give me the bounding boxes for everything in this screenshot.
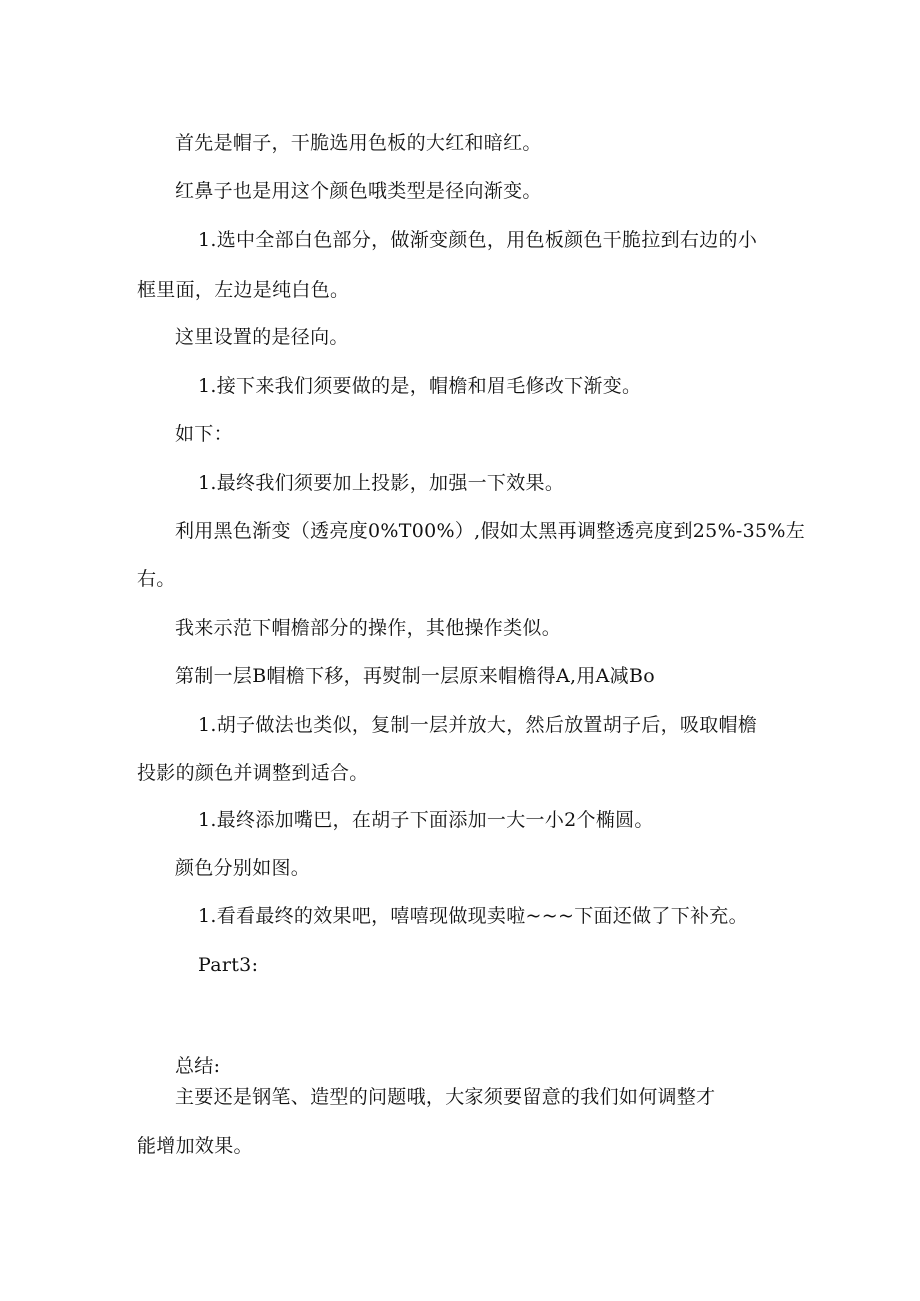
step-final-effect: 1.看看最终的效果吧，嘻嘻现做现卖啦~~~下面还做了下补充。: [198, 905, 748, 927]
paragraph-colors-as-shown: 颜色分别如图。: [175, 857, 311, 879]
summary-text: 主要还是钢笔、造型的问题哦，大家须要留意的我们如何调整才: [175, 1086, 716, 1108]
paragraph-radial: 这里设置的是径向。: [175, 326, 349, 348]
step-brim-eyebrow: 1.接下来我们须要做的是，帽檐和眉毛修改下渐变。: [198, 375, 642, 397]
paragraph-black-gradient-cont: 右。: [137, 568, 176, 590]
summary-text-cont: 能增加效果。: [137, 1135, 253, 1157]
step-select-white: 1.选中全部白色部分，做渐变颜色，用色板颜色干脆拉到右边的小: [198, 229, 758, 251]
summary-heading: 总结:: [175, 1055, 221, 1077]
paragraph-black-gradient: 利用黑色渐变（透亮度0%T00%）,假如太黑再调整透亮度到25%-35%左: [175, 520, 806, 542]
paragraph-demo-brim: 我来示范下帽檐部分的操作，其他操作类似。: [175, 617, 562, 639]
step-mouth: 1.最终添加嘴巴，在胡子下面添加一大一小2个椭圆。: [198, 809, 654, 831]
section-heading-part3: Part3:: [198, 954, 259, 976]
step-beard-cont: 投影的颜色并调整到适合。: [137, 762, 369, 784]
step-beard: 1.胡子做法也类似，复制一层并放大，然后放置胡子后，吸取帽檐: [198, 714, 758, 736]
step-select-white-cont: 框里面，左边是纯白色。: [137, 279, 350, 301]
paragraph-hat-colors: 首先是帽子，干脆选用色板的大红和暗红。: [175, 132, 542, 154]
paragraph-as-follows: 如下：: [175, 423, 233, 445]
step-shadow: 1.最终我们须要加上投影，加强一下效果。: [198, 472, 565, 494]
paragraph-red-nose: 红鼻子也是用这个颜色哦类型是径向渐变。: [175, 180, 542, 202]
paragraph-copy-layer: 第制一层B帽檐下移，再熨制一层原来帽檐得A,用A减Bo: [175, 665, 655, 687]
